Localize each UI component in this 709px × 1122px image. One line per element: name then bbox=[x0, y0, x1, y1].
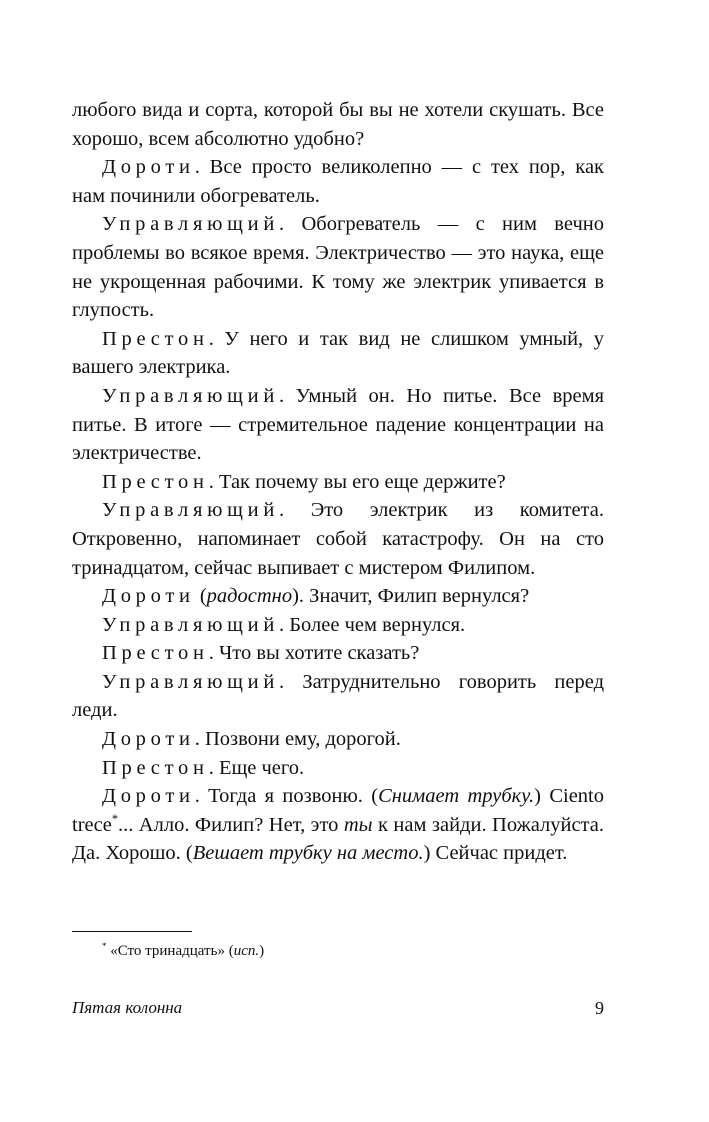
footnote-marker: * bbox=[111, 812, 118, 827]
paragraph bbox=[72, 153, 604, 210]
stage-direction-close: ) bbox=[292, 585, 299, 608]
paragraph-text: . Тогда я позвоню. ( bbox=[194, 785, 379, 808]
page-number: 9 bbox=[595, 998, 604, 1018]
paragraph bbox=[72, 782, 604, 868]
footnote-marker: * bbox=[102, 941, 107, 951]
paragraph-text: . Умный он. Но питье. Все время питье. В итоге — стремительное падение концентрации на электричестве. bbox=[72, 384, 604, 465]
paragraph bbox=[72, 210, 604, 324]
footnote-close: ) bbox=[259, 943, 265, 959]
speaker-name: Управляющий bbox=[102, 613, 280, 636]
footnote-source: исп. bbox=[233, 943, 260, 959]
speaker-name: Управляющий bbox=[102, 670, 280, 693]
stage-direction: Снимает трубку. bbox=[378, 785, 535, 808]
footnote bbox=[102, 941, 264, 961]
paragraph-text: . Что вы хотите сказать? bbox=[208, 642, 420, 665]
paragraph-text: . Обогреватель — с ним вечно проблемы во всякое время. Электричество — это наука, еще не укрощенная рабочими. К тому же электрик упивается в глупость. bbox=[72, 213, 604, 322]
page-body bbox=[72, 96, 604, 868]
speaker-name: Дороти bbox=[102, 585, 195, 608]
paragraph-text: к нам зайди. Пожалуйста. Да. Хорошо. ( bbox=[72, 813, 604, 865]
paragraph-text: . Так почему вы его еще держите? bbox=[208, 470, 506, 493]
paragraph bbox=[72, 639, 604, 668]
running-footer-title: Пятая колонна bbox=[72, 998, 183, 1017]
speaker-name: Престон bbox=[102, 327, 209, 350]
speaker-name: Престон bbox=[102, 470, 209, 493]
paragraph-text: . Позвони ему, дорогой. bbox=[194, 728, 401, 751]
paragraph-text: . Все просто великолепно — с тех пор, как нам починили обогреватель. bbox=[72, 156, 604, 207]
paragraph-text: любого вида и сорта, которой бы вы не хотели скушать. Все хорошо, всем абсолютно удобно? bbox=[72, 99, 604, 150]
paragraph-text: . Значит, Филип вернулся? bbox=[298, 585, 530, 608]
speaker-name: Престон bbox=[102, 642, 209, 665]
paragraph bbox=[72, 668, 604, 725]
paragraph-text: ... Алло. Филип? Нет, это bbox=[117, 813, 344, 836]
paragraph-text: . Это электрик из комитета. Откровенно, напоминает собой катастрофу. Он на сто тринадцатом, сейчас выпивает с мистером Филипом. bbox=[72, 499, 604, 579]
paragraph-text: . Более чем вернулся. bbox=[279, 613, 466, 636]
paragraph bbox=[72, 725, 604, 754]
footnote-text: «Сто тринадцать» ( bbox=[106, 943, 234, 959]
speaker-name: Управляющий bbox=[102, 384, 280, 407]
speaker-name: Управляющий bbox=[102, 499, 280, 522]
speaker-name: Дороти bbox=[102, 728, 195, 751]
stage-direction: радостно bbox=[206, 585, 293, 608]
paragraph bbox=[72, 468, 604, 497]
paragraph-text: ) Ciento trece bbox=[72, 785, 604, 836]
speaker-name: Престон bbox=[102, 756, 209, 779]
stage-direction: Вешает трубку на место. bbox=[192, 842, 424, 865]
speaker-name: Дороти bbox=[102, 785, 195, 808]
paragraph-text: ) Сейчас придет. bbox=[423, 842, 568, 865]
stage-direction-open: ( bbox=[199, 585, 207, 608]
paragraph-text: . Еще чего. bbox=[208, 756, 305, 779]
footnote-divider bbox=[72, 931, 192, 932]
paragraph bbox=[72, 582, 604, 611]
paragraph bbox=[72, 382, 604, 468]
speaker-name: Дороти bbox=[102, 156, 195, 179]
paragraph bbox=[72, 496, 604, 582]
paragraph bbox=[72, 611, 604, 640]
paragraph bbox=[72, 96, 604, 153]
paragraph bbox=[72, 325, 604, 382]
paragraph-text: . У него и так вид не слишком умный, у вашего электрика. bbox=[72, 327, 604, 379]
paragraph bbox=[72, 754, 604, 783]
paragraph-text: . Затруднительно говорить перед леди. bbox=[72, 670, 604, 722]
emphasis: ты bbox=[343, 813, 373, 836]
speaker-name: Управляющий bbox=[102, 213, 280, 236]
